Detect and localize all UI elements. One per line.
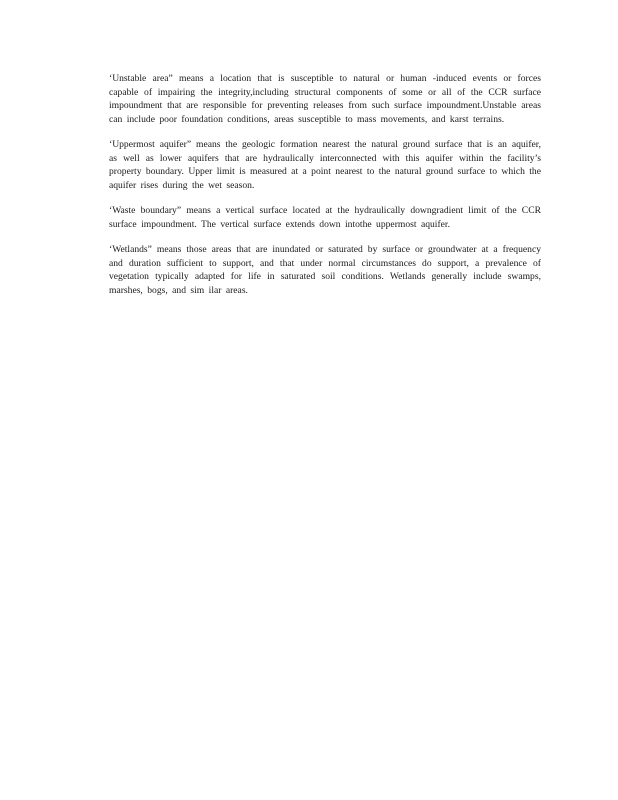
definition-wetlands: ‘Wetlands” means those areas that are inundated or saturated by surface or groundwater at a frequency and duration sufficient to support, and that under normal circumstances do support, a prevalence of vegetation typically adapted for life in saturated soil conditions. Wetlands generally include swamps, marshes, bogs, and sim ilar areas. — [109, 244, 541, 296]
definition-uppermost-aquifer: ‘Uppermost aquifer” means the geologic formation nearest the natural ground surface that is an aquifer, as well as lower aquifers that are hydraulically interconnected with this aquifer within the facility’s property boundary. Upper limit is measured at a point nearest to the natural ground surface to which the aquifer rises during the wet season. — [109, 139, 541, 191]
definition-waste-boundary: ‘Waste boundary” means a vertical surface located at the hydraulically downgradient limit of the CCR surface impoundment. The vertical surface extends down intothe uppermost aquifer. — [109, 205, 541, 230]
document-body — [109, 72, 541, 309]
definition-unstable-area: ‘Unstable area” means a location that is susceptible to natural or human -induced events or forces capable of impairing the integrity,including structural components of some or all of the CCR surface impoundment that are responsible for preventing releases from such surface impoundment.Unstable areas can include poor foundation conditions, areas susceptible to mass movements, and karst terrains. — [109, 73, 541, 125]
